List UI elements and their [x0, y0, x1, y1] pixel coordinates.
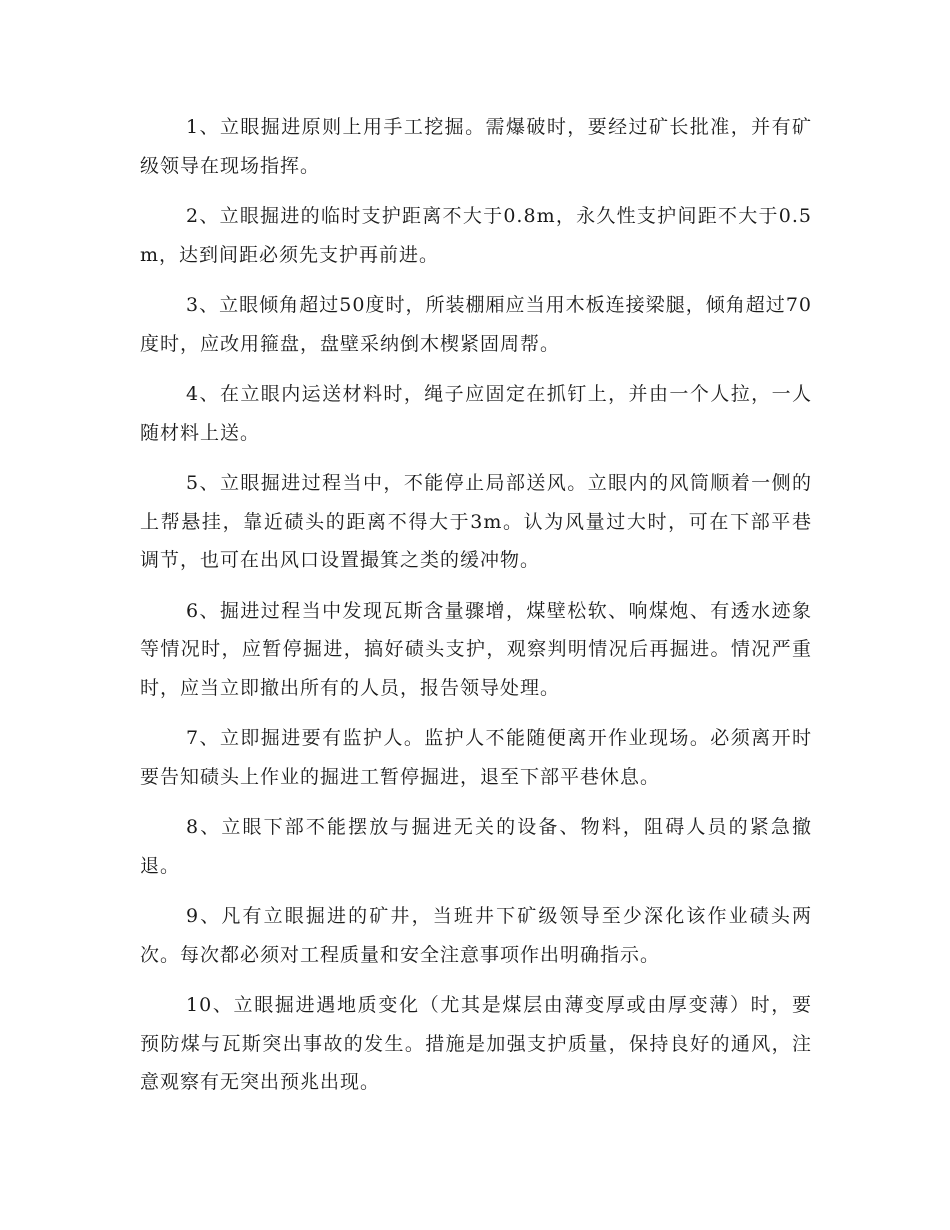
document-body [140, 108, 812, 1114]
paragraph-5: 5、立眼掘进过程当中，不能停止局部送风。立眼内的风筒顺着一侧的上帮悬挂，靠近碛头的距离不得大于3m。认为风量过大时，可在下部平巷调节，也可在出风口设置撮箕之类的缓冲物。 [140, 472, 812, 571]
paragraph-2: 2、立眼掘进的临时支护距离不大于0.8m，永久性支护间距不大于0.5m，达到间距必须先支护再前进。 [140, 205, 812, 266]
paragraph-10: 10、立眼掘进遇地质变化（尤其是煤层由薄变厚或由厚变薄）时，要预防煤与瓦斯突出事故的发生。措施是加强支护质量，保持良好的通风，注意观察有无突出预兆出现。 [140, 994, 812, 1093]
paragraph-6: 6、掘进过程当中发现瓦斯含量骤增，煤壁松软、响煤炮、有透水迹象等情况时，应暂停掘进，搞好碛头支护，观察判明情况后再掘进。情况严重时，应当立即撤出所有的人员，报告领导处理。 [140, 599, 812, 699]
paragraph-1: 1、立眼掘进原则上用手工挖掘。需爆破时，要经过矿长批准，并有矿级领导在现场指挥。 [140, 116, 812, 177]
paragraph-9: 9、凡有立眼掘进的矿井，当班井下矿级领导至少深化该作业碛头两次。每次都必须对工程质量和安全注意事项作出明确指示。 [140, 905, 812, 966]
paragraph-8: 8、立眼下部不能摆放与掘进无关的设备、物料，阻碍人员的紧急撤退。 [140, 816, 812, 877]
paragraph-3: 3、立眼倾角超过50度时，所装棚厢应当用木板连接梁腿，倾角超过70度时，应改用箍盘，盘壁采纳倒木楔紧固周帮。 [140, 294, 812, 355]
paragraph-4: 4、在立眼内运送材料时，绳子应固定在抓钉上，并由一个人拉，一人随材料上送。 [140, 383, 812, 444]
paragraph-7: 7、立即掘进要有监护人。监护人不能随便离开作业现场。必须离开时要告知碛头上作业的掘进工暂停掘进，退至下部平巷休息。 [140, 727, 812, 788]
